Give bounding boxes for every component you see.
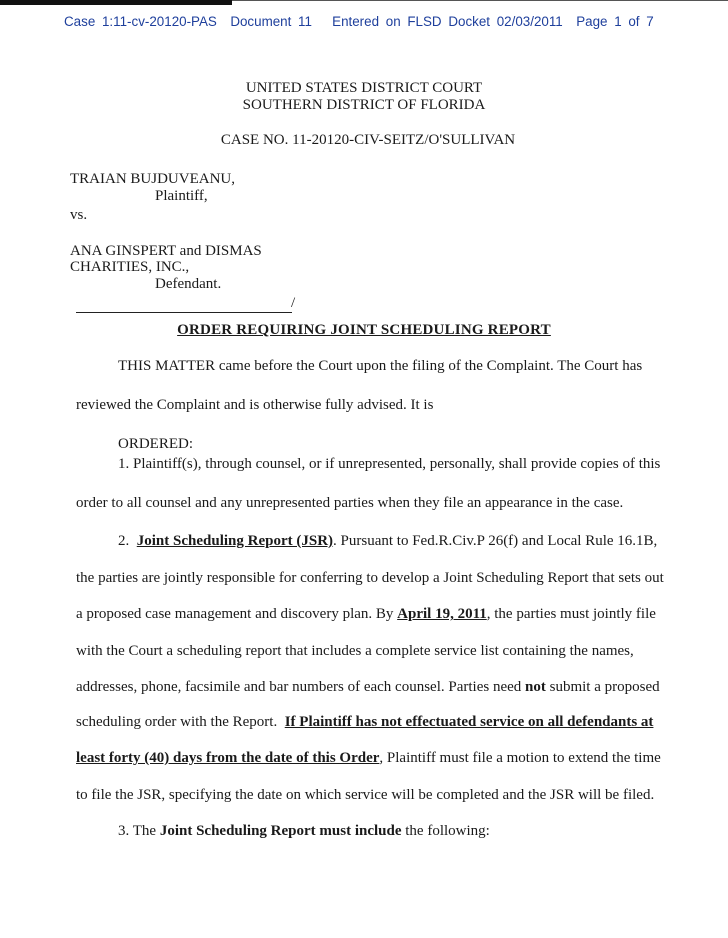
court-name-line1: UNITED STATES DISTRICT COURT <box>245 80 483 96</box>
item2-line6 <box>76 714 654 731</box>
plaintiff-role: Plaintiff, <box>155 188 208 204</box>
versus: vs. <box>70 207 88 223</box>
item2-line3-post: , the parties must jointly file <box>486 606 656 622</box>
caption-rule <box>76 312 292 313</box>
plaintiff-name: TRAIAN BUJDUVEANU, <box>70 171 235 187</box>
item2-not-emphasis: not <box>525 679 546 695</box>
item1-line2: order to all counsel and any unrepresented parties when they file an appearance in the case. <box>76 495 624 511</box>
item3-post: the following: <box>405 823 490 839</box>
item2-heading: Joint Scheduling Report (JSR) <box>136 533 334 549</box>
court-name-line2: SOUTHERN DISTRICT OF FLORIDA <box>242 97 486 113</box>
item1-line1: 1. Plaintiff(s), through counsel, or if unrepresented, personally, shall provide copies of this <box>118 456 661 472</box>
item2-line5-pre: addresses, phone, facsimile and bar numbers of each counsel. Parties need <box>76 679 522 695</box>
item2-service-warning-part2: least forty (40) days from the date of this Order <box>76 750 380 766</box>
stamp-entered-date: Entered on FLSD Docket 02/03/2011 <box>332 14 563 29</box>
item2-line4: with the Court a scheduling report that includes a complete service list containing the names, <box>76 643 634 659</box>
stamp-document-number: Document 11 <box>230 14 312 29</box>
item2-line7 <box>76 750 661 767</box>
item2-line6-pre: scheduling order with the Report. <box>76 714 278 730</box>
stamp-case-number: Case 1:11-cv-20120-PAS <box>64 14 217 29</box>
docket-header-stamp <box>64 14 704 29</box>
defendant-role: Defendant. <box>155 276 222 292</box>
item3-pre: 3. The <box>118 823 157 839</box>
stamp-page-number: Page 1 of 7 <box>576 14 654 29</box>
item2-line1-rest: . Pursuant to Fed.R.Civ.P 26(f) and Local Rule 16.1B, <box>333 533 658 549</box>
item2-line5 <box>76 679 660 696</box>
scan-edge <box>0 0 232 5</box>
ordered-heading: ORDERED: <box>118 436 193 452</box>
item2-number: 2. <box>118 533 130 549</box>
scan-edge-thin <box>232 0 728 1</box>
item2-service-warning-part1: If Plaintiff has not effectuated service on all defendants at <box>284 714 654 730</box>
item2-line3 <box>76 606 656 623</box>
item2-line3-pre: a proposed case management and discovery plan. By <box>76 606 394 622</box>
defendant-name-line1: ANA GINSPERT and DISMAS <box>70 243 262 259</box>
paragraph-intro-line1: THIS MATTER came before the Court upon the filing of the Complaint. The Court has <box>118 358 643 374</box>
case-number: CASE NO. 11-20120-CIV-SEITZ/O'SULLIVAN <box>220 132 516 148</box>
item3-line <box>118 823 490 840</box>
item2-deadline-date: April 19, 2011 <box>397 606 487 622</box>
item3-heading: Joint Scheduling Report must include <box>159 823 402 839</box>
item2-line5-post: submit a proposed <box>549 679 660 695</box>
caption-slash: / <box>291 295 296 311</box>
defendant-name-line2: CHARITIES, INC., <box>70 259 190 275</box>
item2-line1 <box>118 533 658 550</box>
item2-line2: the parties are jointly responsible for conferring to develop a Joint Scheduling Report that sets out <box>76 570 664 586</box>
paragraph-intro-line2: reviewed the Complaint and is otherwise fully advised. It is <box>76 397 434 413</box>
item2-line7-post: , Plaintiff must file a motion to extend the time <box>379 750 661 766</box>
item2-line8: to file the JSR, specifying the date on which service will be completed and the JSR will be filed. <box>76 787 655 803</box>
order-title: ORDER REQUIRING JOINT SCHEDULING REPORT <box>177 322 551 338</box>
